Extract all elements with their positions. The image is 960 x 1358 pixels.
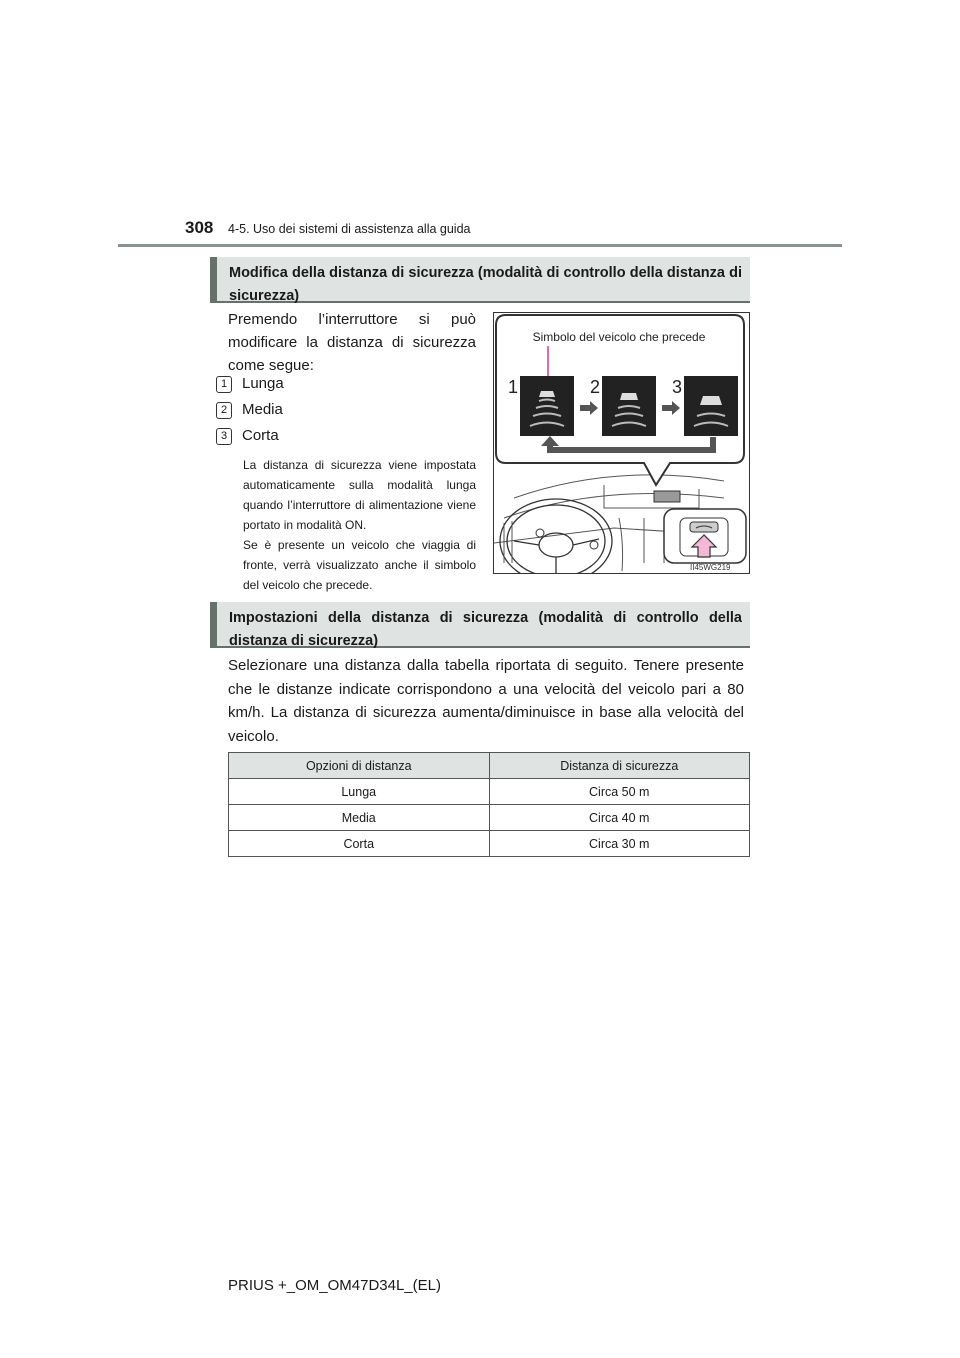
table-cell: Circa 30 m xyxy=(489,831,750,857)
column-header: Opzioni di distanza xyxy=(229,753,490,779)
distance-display-long xyxy=(520,376,574,436)
marker-2: 2 xyxy=(590,377,601,397)
marker-3: 3 xyxy=(672,377,683,397)
table-row xyxy=(229,805,750,831)
figure-code: II45WG219 xyxy=(690,563,731,572)
table-header-row xyxy=(229,753,750,779)
note-preceding-vehicle: Se è presente un veicolo che viaggia di fronte, verrà visualizzato anche il simbolo del veicolo che precede. xyxy=(243,538,476,592)
table-cell: Circa 50 m xyxy=(489,779,750,805)
table-cell: Corta xyxy=(229,831,490,857)
step-number: 3 xyxy=(216,428,232,445)
step-label: Media xyxy=(242,401,283,418)
intro-paragraph: Premendo l’interruttore si può modificare la distanza di sicurezza come segue: xyxy=(228,311,476,374)
column-header: Distanza di sicurezza xyxy=(489,753,750,779)
distance-switch-illustration xyxy=(493,312,750,574)
illustration-svg xyxy=(494,313,750,574)
marker-1: 1 xyxy=(508,377,519,397)
wheel-button-icon xyxy=(536,529,544,537)
step-label: Lunga xyxy=(242,375,284,392)
table-cell: Lunga xyxy=(229,779,490,805)
table-cell: Circa 40 m xyxy=(489,805,750,831)
step-item-3 xyxy=(216,427,279,445)
steering-wheel-icon xyxy=(500,499,612,574)
wheel-button-icon xyxy=(590,541,598,549)
distance-display-short xyxy=(684,376,738,436)
distance-display-medium xyxy=(602,376,656,436)
distance-switch-zoom xyxy=(664,509,746,563)
step-number: 1 xyxy=(216,376,232,393)
step-item-2 xyxy=(216,401,283,419)
table-row xyxy=(229,779,750,805)
note-default-distance: La distanza di sicurezza viene impostata automaticamente sulla modalità lunga quando l’interruttore di alimentazione viene portato in modalità ON. xyxy=(243,458,476,532)
step-number: 2 xyxy=(216,402,232,419)
step-item-1 xyxy=(216,375,284,393)
header-divider xyxy=(118,244,842,247)
callout-label: Simbolo del veicolo che precede xyxy=(532,330,706,344)
table-cell: Media xyxy=(229,805,490,831)
section-heading-impostazioni: Impostazioni della distanza di sicurezza (modalità di controllo della distanza di sicurezza) xyxy=(210,602,750,648)
step-label: Corta xyxy=(242,427,279,444)
chapter-title: 4-5. Uso dei sistemi di assistenza alla guida xyxy=(228,222,471,236)
page-number: 308 xyxy=(185,218,214,237)
distance-table xyxy=(228,752,750,857)
table-row xyxy=(229,831,750,857)
display-screen xyxy=(654,491,680,502)
section-heading-modifica: Modifica della distanza di sicurezza (modalità di controllo della distanza di sicurezza) xyxy=(210,257,750,303)
settings-paragraph: Selezionare una distanza dalla tabella riportata di seguito. Tenere presente che le distanze indicate corrispondono a una velocità del veicolo pari a 80 km/h. La distanza di sicurezza aumenta/diminuisce in base alla velocità del veicolo. xyxy=(228,657,744,745)
footer-code: PRIUS +_OM_OM47D34L_(EL) xyxy=(228,1277,442,1294)
